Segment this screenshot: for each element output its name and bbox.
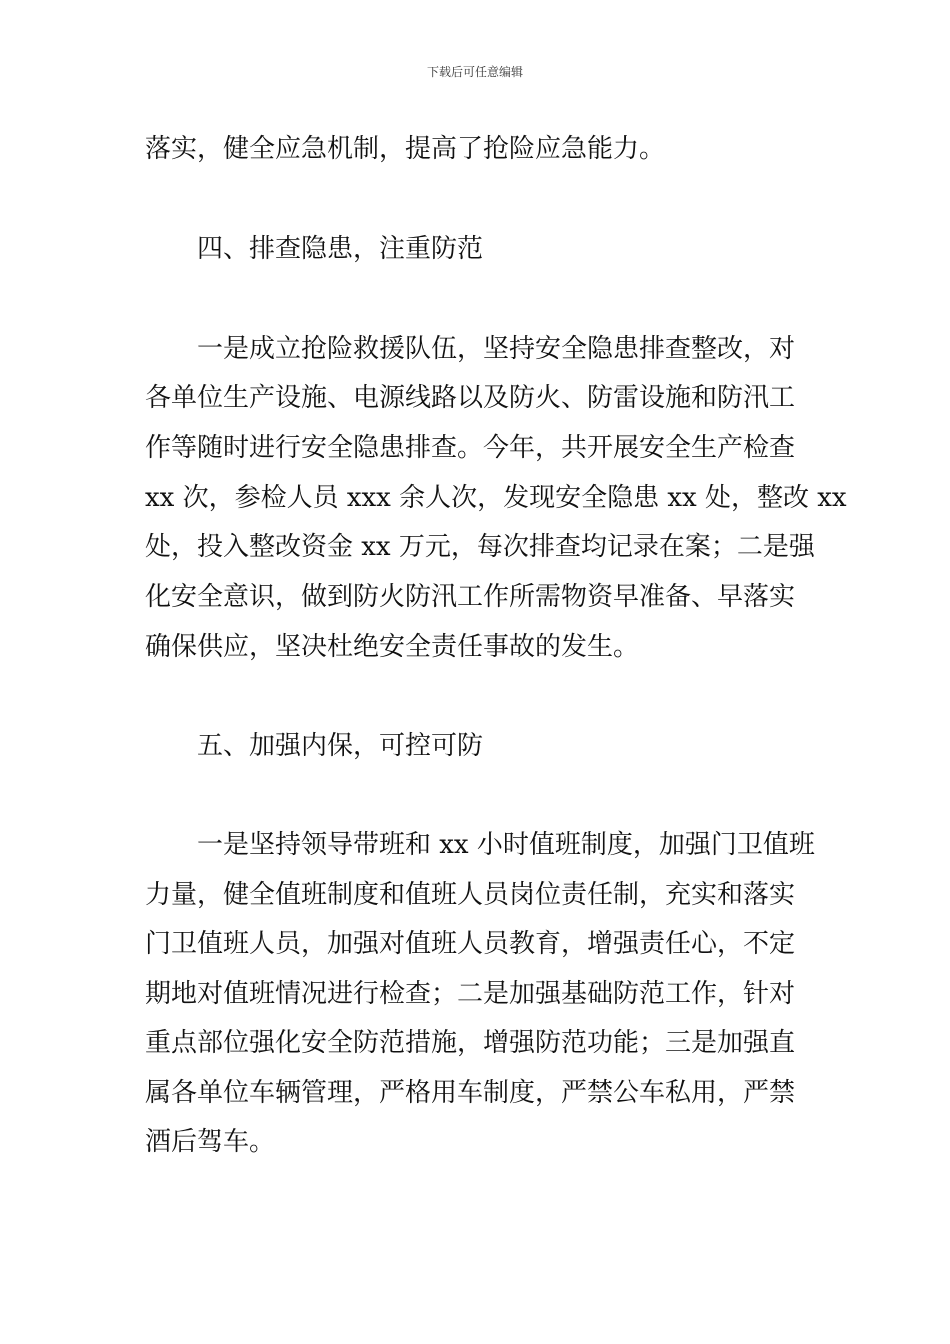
paragraph-line: xx 次，参检人员 xxx 余人次，发现安全隐患 xx 处，整改 xx bbox=[145, 483, 847, 513]
paragraph-line: 期地对值班情况进行检查；二是加强基础防范工作，针对 bbox=[145, 979, 796, 1009]
paragraph-line: 门卫值班人员，加强对值班人员教育，增强责任心，不定 bbox=[145, 929, 796, 959]
paragraph-line: 力量，健全值班制度和值班人员岗位责任制，充实和落实 bbox=[145, 880, 796, 910]
body-line: 落实，健全应急机制，提高了抢险应急能力。 bbox=[145, 134, 666, 164]
page-header: 下载后可任意编辑 bbox=[426, 65, 523, 79]
paragraph-line: 作等随时进行安全隐患排查。今年，共开展安全生产检查 bbox=[145, 433, 796, 463]
paragraph-line: 各单位生产设施、电源线路以及防火、防雷设施和防汛工 bbox=[145, 383, 796, 413]
section-heading-4: 四、排查隐患，注重防范 bbox=[197, 234, 484, 264]
paragraph-line: 一是坚持领导带班和 xx 小时值班制度，加强门卫值班 bbox=[197, 830, 815, 860]
section-heading-5: 五、加强内保，可控可防 bbox=[197, 731, 484, 761]
paragraph-line: 处，投入整改资金 xx 万元，每次排查均记录在案；二是强 bbox=[145, 532, 815, 562]
paragraph-line: 酒后驾车。 bbox=[145, 1127, 276, 1157]
paragraph-line: 重点部位强化安全防范措施，增强防范功能；三是加强直 bbox=[145, 1028, 796, 1058]
paragraph-line: 属各单位车辆管理，严格用车制度，严禁公车私用，严禁 bbox=[145, 1078, 796, 1108]
paragraph-line: 确保供应，坚决杜绝安全责任事故的发生。 bbox=[145, 632, 640, 662]
paragraph-line: 一是成立抢险救援队伍，坚持安全隐患排查整改，对 bbox=[197, 334, 796, 364]
paragraph-line: 化安全意识，做到防火防汛工作所需物资早准备、早落实 bbox=[145, 582, 796, 612]
